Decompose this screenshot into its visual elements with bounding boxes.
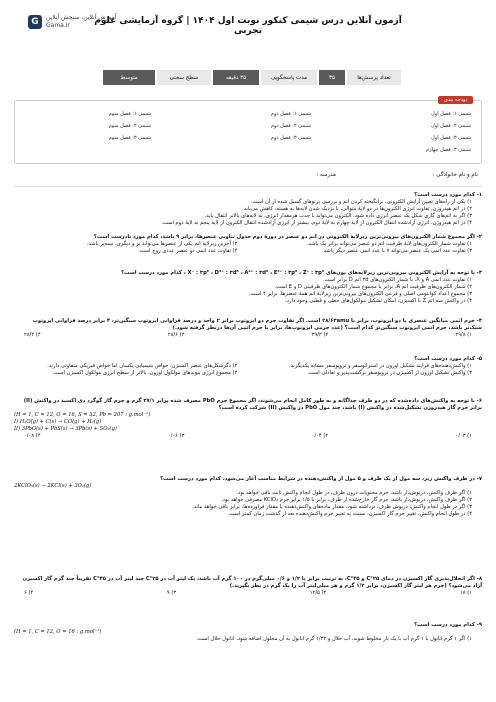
topics-box: [14, 97, 482, 164]
answer-option[interactable]: ۴) ۲۸/۲: [24, 332, 41, 338]
answer-option[interactable]: ۱) اگر ظرف واکنش، درپوش‌دار باشد، جرم محتویات درون ظرف، در طول انجام واکنش ثابت باقی خواهد بود.: [236, 490, 472, 496]
answer-option[interactable]: ۳) اگر به اتم‌های گازی شکل یک عنصر انرژی داده شود، الکترون می‌تواند با جذب هرمقدار انرژی، به لایه‌های بالاتر انتقال یابد.: [204, 213, 472, 219]
answer-option[interactable]: ۲) ۰/۰۴: [311, 433, 329, 439]
brand-site: Gama.ir: [46, 22, 70, 29]
topics-heading: بودجه بندی: [438, 96, 473, 104]
question-5: [14, 356, 482, 377]
q-count-value: ۳۵: [319, 70, 345, 85]
question-text: ۶- با توجه به واکنش‌های داده‌شده که در دو ظرف جداگانه و به طور کامل انجام می‌شوند، اگر مجموع جرم PbO مصرف شده برابر ۲۷/۱ گرم و جرم گاز گوگرد دی اکسید در واکنش (II) برابر جرم گاز هیدروژن تشکیل‌شده در واکنش (I) باشد، چند مول PbO در واکنش (II) شرکت کرده است؟: [23, 398, 482, 411]
answer-option[interactable]: ۲) در اتم هیدروژن، تفاوت انرژی الکترون‌ها در دو لایهٔ متوالی، با نزدیک شدن لایه‌ها به هسته، کاهش می‌یابد.: [242, 206, 472, 212]
question-text: ۲- اگر مجموع شمار الکترون‌های بیرونی‌ترین زیرلایهٔ الکترونی در اتم دو عنصر در دورهٔ دوم جدول تناوبی عنصرها، برابر ۹ باشد، کدام مورد نادرست است؟: [93, 234, 482, 240]
divider: [14, 186, 482, 187]
answer-option[interactable]: ۱) تفاوت شمار الکترون‌های لایهٔ ظرفیت اتم دو عنصر می‌تواند برابر یک باشد.: [306, 241, 472, 247]
question-text: ۵- کدام مورد درست است؟: [414, 356, 482, 362]
answer-option[interactable]: ۴) ۰/۰۸: [24, 433, 41, 439]
duration-label: مدت پاسخگویی: [261, 70, 317, 85]
constants: (H = 1, C = 12, O = 16 : g.mol⁻¹): [14, 629, 102, 635]
constants: (H = 1, C = 12, O = 16, S = 32, Pb = 207 : g.mol⁻¹): [14, 412, 151, 418]
topic-item: شیمی ۱: فصل دوم: [270, 111, 311, 117]
answer-option[interactable]: ۲) اگر ظرف واکنش، درپوش‌دار باشد، جرم گاز خارج‌شده از ظرف، برابر با ۱/۵ برابر جرم KClO₃ مصرفی خواهد بود.: [220, 497, 472, 503]
question-6: [14, 398, 482, 440]
question-text: ۳- با توجه به آرایش الکترونی بیرونی‌ترین زیرلایه‌های یون‌های X⁻ : ۳p⁶ ، D³⁺ : ۳d⁵ ، A²⁺ : ۳d⁶ ، E³⁺ : ۳p⁶ ، Z⁺ : ۳p⁶ ، کدام مورد درست است؟: [121, 270, 482, 276]
level-label: سطح سختی: [157, 70, 211, 85]
answer-option[interactable]: ۲) ۱۲/۵: [309, 590, 327, 596]
answer-option[interactable]: ۴) در واکنش سه اتم Z با اکسیژن، امکان تشکیل مولکول‌های خطی و قطبی وجود دارد.: [285, 298, 472, 304]
answer-option[interactable]: ۳) ۹: [166, 590, 177, 596]
answer-option[interactable]: ۲) شمار الکترون‌های ظرفیت اتم A، برابر با مجموع شمار الکترون‌های ظرفیتی D و E است.: [274, 284, 472, 290]
question-text: ۹- کدام مورد درست است؟: [414, 622, 482, 628]
student-name-field[interactable]: نام و نام خانوادگی :: [432, 172, 478, 178]
answer-option[interactable]: ۴) تفاوت عدد اتمی دو عنصر عددی زوج است.: [138, 248, 238, 254]
answer-option[interactable]: ۴) در اتم هیدروژن، انرژی آزادشده انتقال الکترون از لایهٔ چهارم به لایهٔ دوم، بیشتر از انرژی آزادشده انتقال الکترون از لایهٔ پنجم به لایهٔ دوم است.: [161, 220, 472, 226]
answer-option[interactable]: ۲) ۲۹/۳: [311, 332, 329, 338]
topic-item: شیمی ۳: فصل اول: [431, 135, 471, 141]
brand-tagline: آموزش آنلاین، سنجش آنلاین: [46, 14, 117, 21]
answer-option[interactable]: ۱) یکی از راه‌های تعیین آرایش الکترونی، برانگیخته کردن اتم و بررسی پرتوهای گسیل شده از آن است.: [250, 199, 472, 205]
answer-option[interactable]: ۱) اگر ۱ گرم اتانول با ۱ گرم آب با یک بار مخلوط شوند، آب حلال و ۱/۳۲ گرم اتانول به آن محلول اضافه شود، اتانول حلال است.: [196, 636, 472, 642]
question-8: [14, 576, 482, 597]
school-field[interactable]: مدرسه :: [316, 172, 336, 178]
topic-item: شیمی ۱: فصل اول: [431, 111, 471, 117]
equation-1: 2KClO₃(s) → 2KCl(s) + 3O₂(g): [14, 483, 92, 489]
exam-info-bar: [95, 70, 401, 85]
answer-option[interactable]: ۱) ۱۸: [459, 590, 472, 596]
topic-item: شیمی ۳: فصل چهارم: [426, 147, 471, 153]
question-4: [14, 318, 482, 339]
topic-item: شیمی ۲: فصل سوم: [108, 123, 151, 129]
answer-option[interactable]: ۳) واکنش تشکیل اوزون از اکسیژن در تروپوسفر برگشت‌پذیر و تعادلی است.: [307, 370, 472, 376]
answer-option[interactable]: ۳) مجموع اعداد کوانتومی اصلی و فرعی الکترون‌های بیرونی‌ترین زیرلایهٔ اتم همهٔ عنصرها، برابر ۴ است.: [248, 291, 472, 297]
question-text: ۷- در ظرف واکنش زیر، سه مول از یک طرف و ۵ مول از واکنش‌دهنده در شرایط مناسب آغاز می‌شود، کدام مورد درست است؟: [160, 476, 482, 482]
answer-option[interactable]: ۴) ۶: [24, 590, 34, 596]
gama-logo-icon: G: [28, 15, 42, 29]
equation-2: II) 3PbO(s) + PbS(s) → 3Pb(s) + SO₂(g): [14, 426, 117, 432]
topic-item: شیمی ۳: فصل سوم: [108, 135, 151, 141]
answer-option[interactable]: ۳) اگر در طول انجام واکنش، درپوش ظرف، برداشته شود، مقدار ماده‌های واکنش‌دهنده با مقدار فراورده‌ها، برابر باقی خواهد ماند.: [192, 504, 472, 510]
question-text: ۱- کدام مورد درست است؟: [414, 192, 482, 198]
question-9: [14, 622, 482, 643]
answer-option[interactable]: ۳) تفاوت عدد اتمی یک عنصر می‌تواند ۷ با عدد اتمی عنصر دیگر باشد.: [322, 248, 472, 254]
answer-option[interactable]: ۱) ۲۹/۸: [455, 332, 472, 338]
answer-option[interactable]: ۴) در طول انجام واکنش، تغییر جرم گاز اکسیژن، نسبت به تغییر جرم واکنش‌دهنده بعد از گذشت زمان کمتر است.: [227, 511, 472, 517]
q-count-label: تعداد پرسش‌ها: [347, 70, 401, 85]
question-text: ۴- جرم اتمی میانگین عنصری با دو ایزوتوپ، برابر با ۲۸/۶۳amu است. اگر تفاوت جرم دو ایزوتوپ برابر ۲ واحد و درصد فراوانی ایزوتوپ سنگین‌تر، ۴ برابر درصد فراوانی ایزوتوپ سبک‌تر باشد، جرم اتمی ایزوتوپ سنگین‌تر کدام است؟ (عدد جرمی ایزوتوپ‌ها، برابر با جرم اتمی آن‌ها درنظر گرفته شود.): [32, 318, 482, 331]
topic-item: شیمی ۲: فصل اول: [431, 123, 471, 129]
answer-option[interactable]: ۲) آخرین زیرلایهٔ اتم یکی از عنصرها می‌تواند پر و دیگری، نیمه‌پر باشد.: [86, 241, 238, 247]
question-2: [14, 234, 482, 255]
question-1: [14, 192, 482, 227]
topic-item: شیمی ۲: فصل دوم: [270, 123, 311, 129]
topic-item: شیمی ۳: فصل دوم: [270, 135, 311, 141]
question-text: ۸- اگر انحلال‌پذیری گاز اکسیژن در دمای ۲۵°C و ۴۵°C، به ترتیب برابر با ۱/۲ و ۰/۶ میلی‌گرم در ۱۰۰ گرم آب باشد، یک لیتر آب در ۲۵°C چند لیتر آب در ۴۵°C تقریباً چند گرم گاز اکسیژن آزاد می‌شود؟ (جرم هر لیتر گاز اکسیژن، برابر ۱/۲ گرم و هر میلی‌لیتر آب را یک گرم در نظر بگیرید.): [22, 576, 482, 589]
topic-item: شیمی ۱: فصل سوم: [108, 111, 151, 117]
answer-option[interactable]: ۲) دگرشکل‌های عنصر اکسیژن، خواص شیمیایی یکسان اما خواص فیزیکی متفاوتی دارند.: [47, 363, 238, 369]
level-value: متوسط: [103, 70, 155, 85]
question-3: [14, 270, 482, 305]
duration-value: ۳۵ دقیقه: [213, 70, 259, 85]
answer-option[interactable]: ۱) تفاوت عدد اتمی A و X، با شمار الکترون‌های ۳d اتم D برابر است.: [322, 277, 472, 283]
answer-option[interactable]: ۳) ۰/۰۶: [167, 433, 185, 439]
answer-option[interactable]: ۱) ۰/۰۳: [455, 433, 472, 439]
exam-title: آزمون آنلاین درس شیمی کنکور نوبت اول ۱۴۰۴ | گروه آزمایشی علوم تجربی: [94, 16, 402, 36]
answer-option[interactable]: ۴) مجموع انرژی پیوندهای مولکول اوزون، بالاتر از سطح انرژی مولکول اکسیژن است.: [52, 370, 238, 376]
question-7: [14, 476, 482, 518]
equation-1: I) H₂O(g) + C(s) → CO(g) + H₂(g): [14, 419, 102, 425]
answer-option[interactable]: ۱) واکنش‌دهنده‌های فرایند تشکیل اوزون در استراتوسفر و تروپوسفر مشابه یکدیگرند.: [289, 363, 472, 369]
answer-option[interactable]: ۳) ۲۸/۶: [167, 332, 185, 338]
